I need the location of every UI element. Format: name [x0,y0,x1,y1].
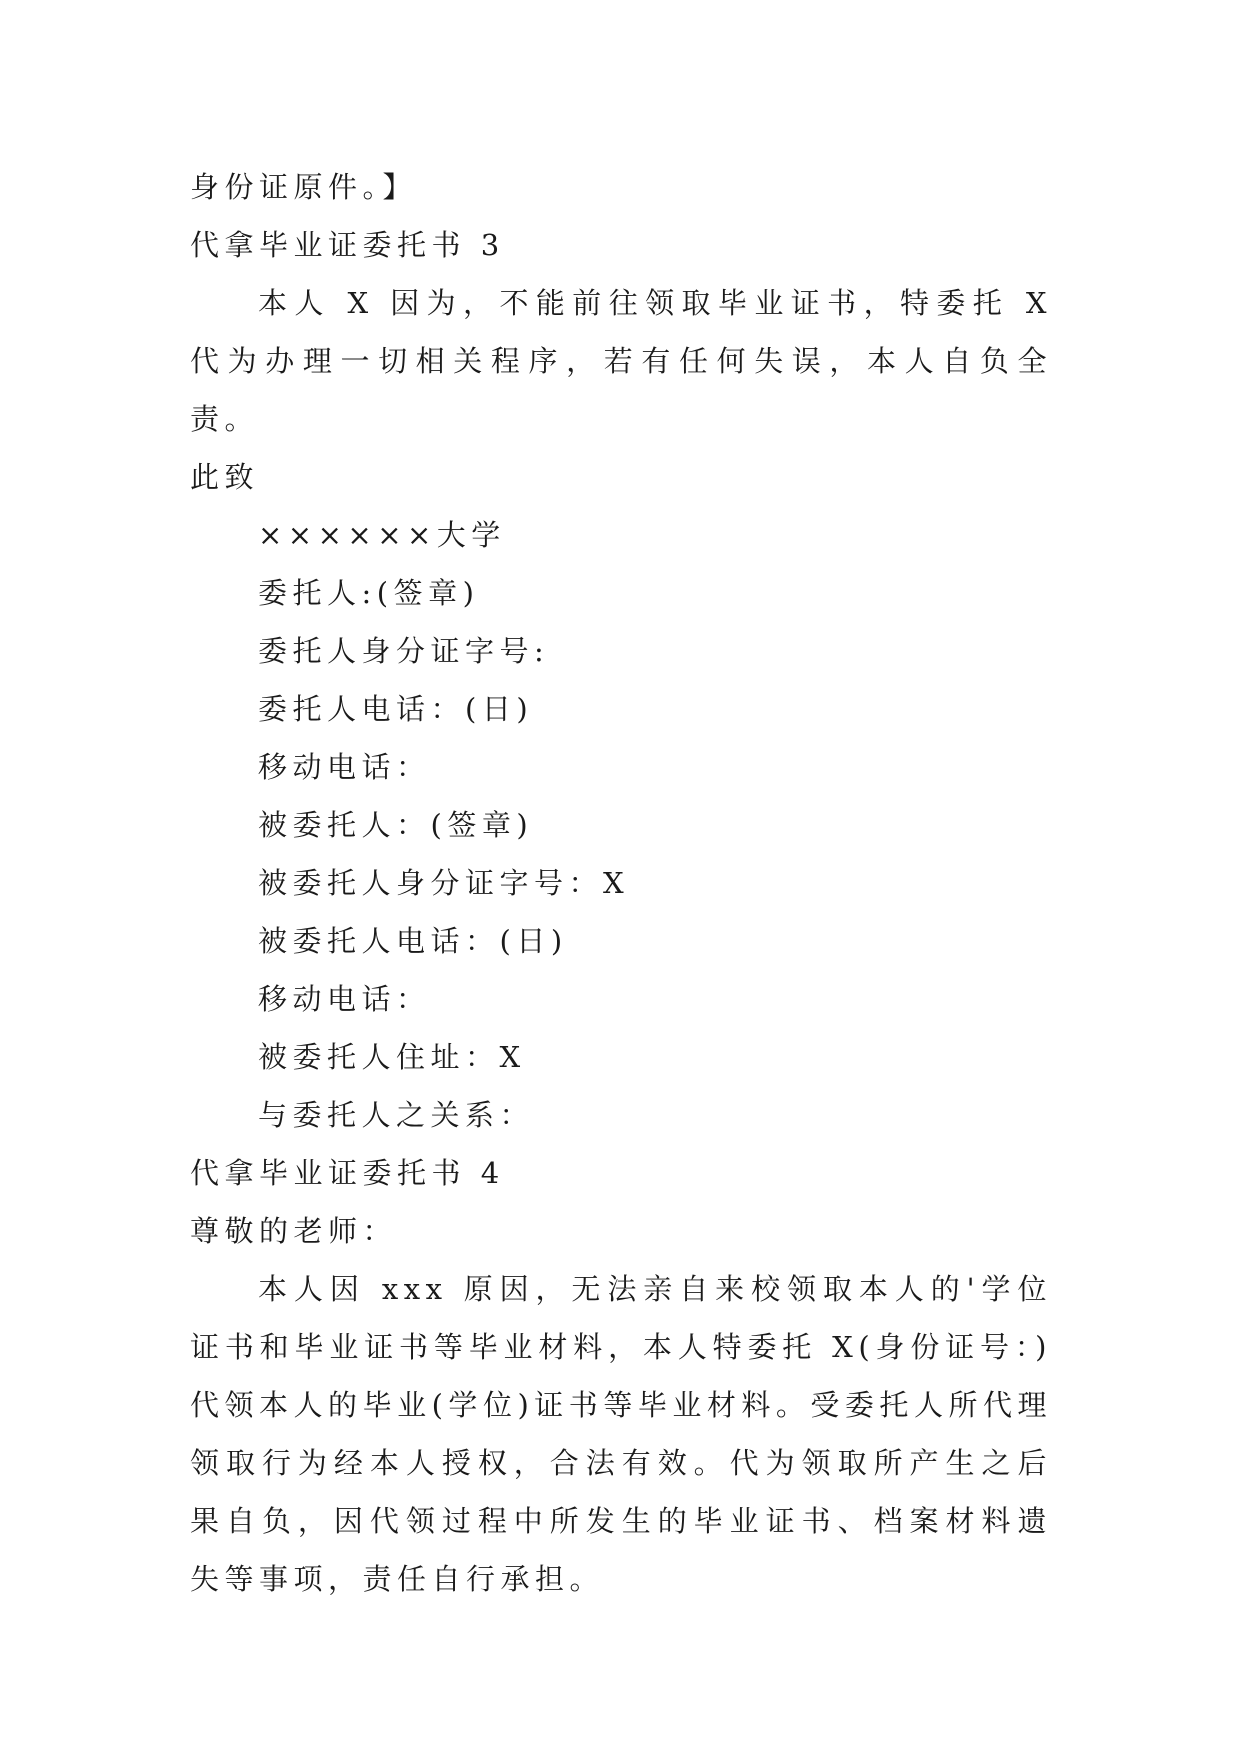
body-paragraph: 本人 X 因为，不能前往领取毕业证书，特委托 X 代为办理一切相关程序，若有任何失误，本人自负全责。 [190,286,1052,436]
agent-mobile-field: 移动电话： [258,982,431,1016]
principal-signature-field: 委托人:(签章) [258,576,480,610]
section-title: 代拿毕业证委托书 4 [190,1156,505,1190]
principal-phone-field: 委托人电话：(日) [258,692,534,726]
agent-id-field: 被委托人身分证字号：X [258,866,630,900]
agent-phone-field: 被委托人电话：(日) [258,924,568,958]
principal-mobile-field: 移动电话： [258,750,431,784]
text-line: 身份证原件。】 [190,170,418,204]
principal-id-field: 委托人身分证字号: [258,634,550,668]
agent-signature-field: 被委托人：(签章) [258,808,534,842]
document-content [190,158,1052,1608]
greeting: 尊敬的老师： [190,1214,398,1248]
university-field: ××××××大学 [258,518,506,552]
body-paragraph: 本人因 xxx 原因，无法亲自来校领取本人的'学位证书和毕业证书等毕业材料，本人特委托 X(身份证号：)代领本人的毕业(学位)证书等毕业材料。受委托人所代理领取行为经本人授权，合法有效。代为领取所产生之后果自负，因代领过程中所发生的毕业证书、档案材料遗失等事项，责任自行承担。 [190,1272,1052,1596]
relationship-field: 与委托人之关系： [258,1098,535,1132]
section-title: 代拿毕业证委托书 3 [190,228,505,262]
salutation: 此致 [190,460,260,494]
agent-address-field: 被委托人住址：X [258,1040,526,1074]
